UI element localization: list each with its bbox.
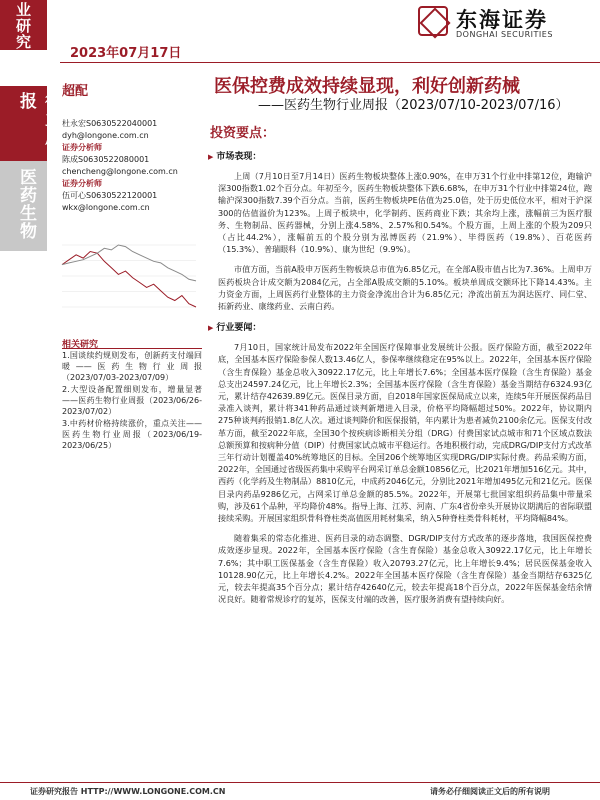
related-list [62, 350, 202, 452]
analyst-email: wkx@longone.com.cn [62, 203, 150, 212]
analyst-name: 伍可心S0630522120001 [62, 191, 158, 200]
footer-rule [0, 782, 600, 783]
analyst-email: chencheng@longone.com.cn [62, 167, 178, 176]
industry-paragraph: 7月10日，国家统计局发布2022年全国医疗保障事业发展统计公报。医疗保险方面，截至2022年底，全国基本医疗保险参保人数13.46亿人，参保率继续稳定在95%以上。2022年，全国基本医疗保险（含生育保险）基金总收入30922.17亿元，比上年增长7.6%；全国基本医疗保险（含生育保险）基金总支出24597.24亿元，比上年增长2.3%；全国基本医疗保险（含生育保险）基金当期结存6324.93亿元，累计结存42639.89亿元。医保目录方面，自2018年国家医保局成立以来，连续5年开展医保药品目录准入谈判，累计将341种药品通过谈判新增进入目录，价格平均降幅超过50%。2022年，协议期内275种谈判药报销1.8亿人次。通过谈判降价和医保报销，年内累计为患者减负2100余亿元。医保支付改革方面，截至2022年底，全国30个按疾病诊断相关分组（DRG）付费国家试点城市和71个区域点数法总额预算和按病种分值（DIP）付费国家试点城市平稳运行。各地积极行动，完成DRG/DIP支付方式改革三年行动计划覆盖40%统筹地区的目标。全国206个统筹地区实现DRG/DIP实际付费。药品采购方面，2022年，全国通过省级医药集中采购平台网采订单总金额10856亿元，比2021年增加516亿元。其中，西药（化学药及生物制品）8810亿元，中成药2046亿元，分别比2021年增加495亿元和21亿元。医保目录内药品9286亿元，占网采订单总金额的85.5%。2022年，开展第七批国家组织药品集中带量采购，涉及61个品种，平均降价48%。指导上海、江苏、河南、广东4省份牵头开展协议期满后的省际联盟接续采购。开展国家组织骨科脊柱类高值医用耗材集采，纳入5种脊柱类骨科耗材，平均降幅84%。 [218, 342, 592, 524]
side-band-top [0, 0, 47, 50]
industry-paragraph: 随着集采的常态化推进、医药目录的动态调整、DGR/DIP支付方式改革的逐步落地，我国医保控费成效逐步显现。2022年，全国基本医疗保险（含生育保险）基金总收入30922.17亿元，比上年增长7.6%；其中职工医保基金（含生育保险）收入20793.27亿元，比上年增长9.4%；居民医保基金收入10128.90亿元，比上年增长4.2%。2022年全国基本医疗保险（含生育保险）基金当期结存6325亿元，较去年提高35个百分点；累计结存42640亿元，较去年提高18个百分点，2022年医保基金结余情况良好。随着常规诊疗的复苏，医保支付端的改善，医疗服务消费有望持续向好。 [218, 533, 592, 605]
performance-chart [58, 237, 200, 317]
industry-heading: ▶ 行业要闻： [208, 320, 592, 333]
logo-en-text: DONGHAI SECURITIES [456, 30, 553, 39]
related-item[interactable]: 1.国谈续约规则发布，创新药支付端回暖——医药生物行业周报（2023/07/03-2023/07/09） [62, 351, 202, 382]
analyst-email: dyh@longone.com.cn [62, 131, 149, 140]
points-heading: 投资要点： [210, 126, 276, 141]
side-top-label: 业研究 [14, 2, 32, 50]
related-rule [62, 348, 202, 349]
analyst-list [62, 118, 202, 214]
side-mid-label: 行业周报 [16, 92, 61, 146]
market-paragraph: 上周（7月10日至7月14日）医药生物板块整体上涨0.90%，在申万31个行业中排第12位，跑输沪深300指数1.02个百分点。年初至今，医药生物板块整体下跌6.68%，在申万31个行业中排第24位，跑输沪深300指数7.39个百分点。当前，医药生物板块PE估值为25.0倍，处于历史低位水平，相对于沪深300的估值溢价为123%。上周子板块中，化学制药、医药商业下跌；其余均上涨，涨幅前三为医疗服务、生物制品、医药器械，分别上涨4.58%、2.57%和0.54%。个股方面，上周上涨的个股为209只（占比44.2%），涨幅前五的个股分别为泓博医药（21.9%）、毕得医药（19.8%）、百花医药（15.3%）、普瑞眼科（10.9%）、康为世纪（9.9%）。 [218, 171, 592, 255]
related-item[interactable]: 3.中药材价格持续涨价，重点关注——医药生物行业周报（2023/06/19-2023/06/25） [62, 419, 202, 450]
header-rule [60, 62, 600, 63]
report-title: 医保控费成效持续显现，利好创新药械 [214, 76, 520, 97]
rating-label: 超配 [62, 84, 89, 99]
market-heading: ▶ 市场表现： [208, 149, 592, 162]
related-heading: 相关研究 [62, 340, 99, 350]
side-band-mid [0, 86, 61, 161]
main-content [208, 122, 592, 614]
report-date: 2023年07月17日 [70, 46, 182, 61]
related-item[interactable]: 2.大型设备配置细则发布，增量显著——医药生物行业周报（2023/06/26-2023/07/02） [62, 385, 202, 416]
side-band-lower [0, 161, 47, 251]
chart-series-line [62, 245, 196, 281]
footer-disclaimer: 请务必仔细阅读正文后的所有说明 [430, 787, 550, 796]
analyst-name: 陈成S0630522080001 [62, 155, 150, 164]
company-logo [418, 4, 598, 44]
report-subtitle: ——医药生物行业周报（2023/07/10-2023/07/16） [258, 98, 569, 113]
market-paragraph: 市值方面，当前A股申万医药生物板块总市值为6.85亿元，在全部A股市值占比为7.36%。上周申万医药板块合计成交额为2084亿元，占全部A股成交额的5.10%。板块单周成交额环比下降14.43%。主力资金方面，上周医药行业整体的主力资金净流出合计为6.85亿元；净流出前五为润达医疗、同仁堂、拓新药业、康缘药业、云南白药。 [218, 264, 592, 312]
footer-left[interactable]: 证券研究报告 HTTP://WWW.LONGONE.COM.CN [30, 787, 226, 796]
analyst-role: 证券分析师 [62, 143, 102, 152]
logo-cn-text: 东海证券 [456, 8, 548, 32]
analyst-name: 杜永宏S0630522040001 [62, 119, 158, 128]
analyst-role: 证券分析师 [62, 179, 102, 188]
logo-mark-icon [418, 6, 448, 36]
side-lower-label: 医药生物 [16, 168, 36, 240]
